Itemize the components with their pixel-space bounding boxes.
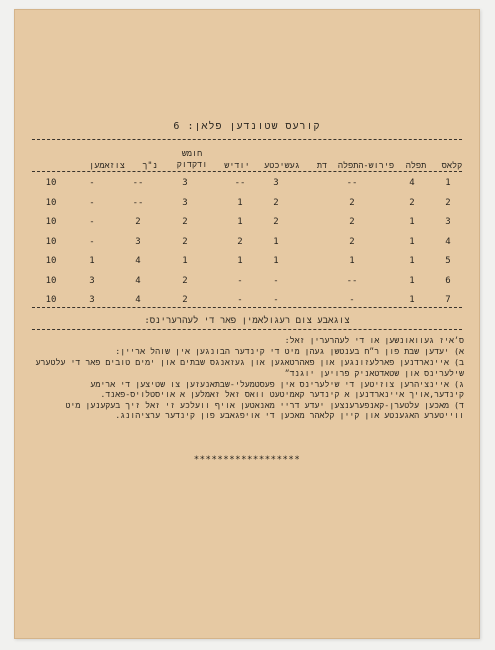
document-page [14,9,480,639]
cell: -- [346,275,358,286]
header-prayer: תפלה [405,161,427,171]
table-row [14,272,480,292]
cell: 4 [135,295,141,305]
cell: 2 [182,236,188,247]
cell: 7 [445,295,451,305]
cell: 2 [273,217,279,227]
paragraph-b: ב) איינארדנען פארלעזונגען און פאהרטאגען און געזאנגס שבתים און ימים טובים פאר די עלטערע שילערינס און שטאדטאניק פרויען יוגנד״ [35,357,464,378]
cell: 2 [182,295,188,305]
cell: 1 [89,256,95,266]
table-row [14,194,480,214]
paragraph-a: א) יעדען שבת פון ר״ח בענטשן געהן מיט די קינדער הבונגען אין שוהל אריין: [115,346,464,357]
cell: 1 [409,256,415,266]
cell: 1 [237,256,243,266]
cell: 10 [45,217,57,227]
divider-header [32,171,462,172]
cell: 3 [445,217,451,227]
cell: - [237,295,243,305]
cell: - [89,217,95,227]
cell: 2 [349,236,355,247]
table-row [14,213,480,233]
header-chumash-grammar: חומש ודקדוק [176,149,208,170]
cell: 10 [45,295,57,305]
header-class: קלאס [441,161,463,171]
cell: 1 [409,217,415,227]
cell: - [273,275,279,286]
cell: 3 [182,178,188,188]
cell: - [89,178,95,188]
cell: 2 [182,217,188,227]
cell: 3 [89,295,95,305]
divider-table-bottom [32,307,462,308]
cell: - [273,295,279,305]
cell: -- [234,178,246,188]
cell: 10 [45,256,57,266]
divider-section [32,329,462,330]
cell: 1 [445,178,451,188]
cell: 2 [349,197,355,208]
instructions-text [32,335,464,422]
table-row [14,233,480,253]
cell: 2 [409,197,415,208]
table-row [14,252,480,272]
cell: -- [346,178,358,188]
cell: 10 [45,236,57,247]
table-row [14,174,480,194]
cell: 3 [89,275,95,286]
cell: -- [132,178,144,188]
cell: 3 [182,197,188,208]
cell: 2 [349,217,355,227]
cell: - [89,236,95,247]
cell: 1 [237,197,243,208]
paragraph-d: ד) מאכען עלטערן-קאנפערענצען יעדע דריי מאנאטען אויף וועלכע זי זאל זיך בעקענען מיט ווייטערע האגענטע און קיין קלאהר מאכען די אויפגאבע פון קינדער ערציהונג. [65,400,464,421]
schedule-table [14,174,480,311]
cell: 1 [273,256,279,266]
cell: 1 [409,275,415,286]
header-religion: דת [316,161,328,171]
cell: 4 [135,256,141,266]
cell: 6 [445,275,451,286]
cell: 10 [45,178,57,188]
cell: 1 [349,256,355,266]
cell: 2 [182,275,188,286]
cell: - [349,295,355,305]
cell: 5 [445,256,451,266]
cell: 4 [445,236,451,247]
paragraph-intro: ס׳איז געוואונשען או די לעהרערין זאל: [284,335,464,345]
cell: 4 [135,275,141,286]
cell: 2 [273,197,279,208]
cell: 4 [409,178,415,188]
cell: 10 [45,275,57,286]
header-prayer-commentary: פירוש-התפלה [337,161,395,171]
header-nach: נ"ך [142,161,158,171]
paragraph-c: ג) איינציהרען צוזיטען די שילערינס אין פעסטמעלי-שבתאנעזען צו שטיצען די ארימע קינדער,אויך איינארדנען א קינדער קאמיטעט וואס זאל זאמלען א אויסטלויס-פאנד. [90,378,464,400]
divider-top [32,139,462,140]
page-title: קורעס שטונדען פלאן: 6 [173,121,321,132]
cell: 1 [273,236,279,247]
cell: - [89,197,95,208]
header-total: צוזאמען [89,161,125,171]
cell: 10 [45,197,57,208]
stars-divider: ****************** [193,455,301,465]
cell: 3 [273,178,279,188]
header-yiddish: יודיש [224,161,250,171]
cell: - [237,275,243,286]
cell: 1 [237,217,243,227]
header-history: געשיכטע [264,161,300,171]
section-title: צוגאבע צום רעגולאמין פאר די לעהרערינס: [144,316,350,326]
cell: 1 [409,295,415,305]
cell: 1 [182,256,188,266]
cell: 2 [135,217,141,227]
cell: 2 [237,236,243,247]
cell: 1 [409,236,415,247]
cell: 2 [445,197,451,208]
cell: 3 [135,236,141,247]
cell: -- [132,197,144,208]
